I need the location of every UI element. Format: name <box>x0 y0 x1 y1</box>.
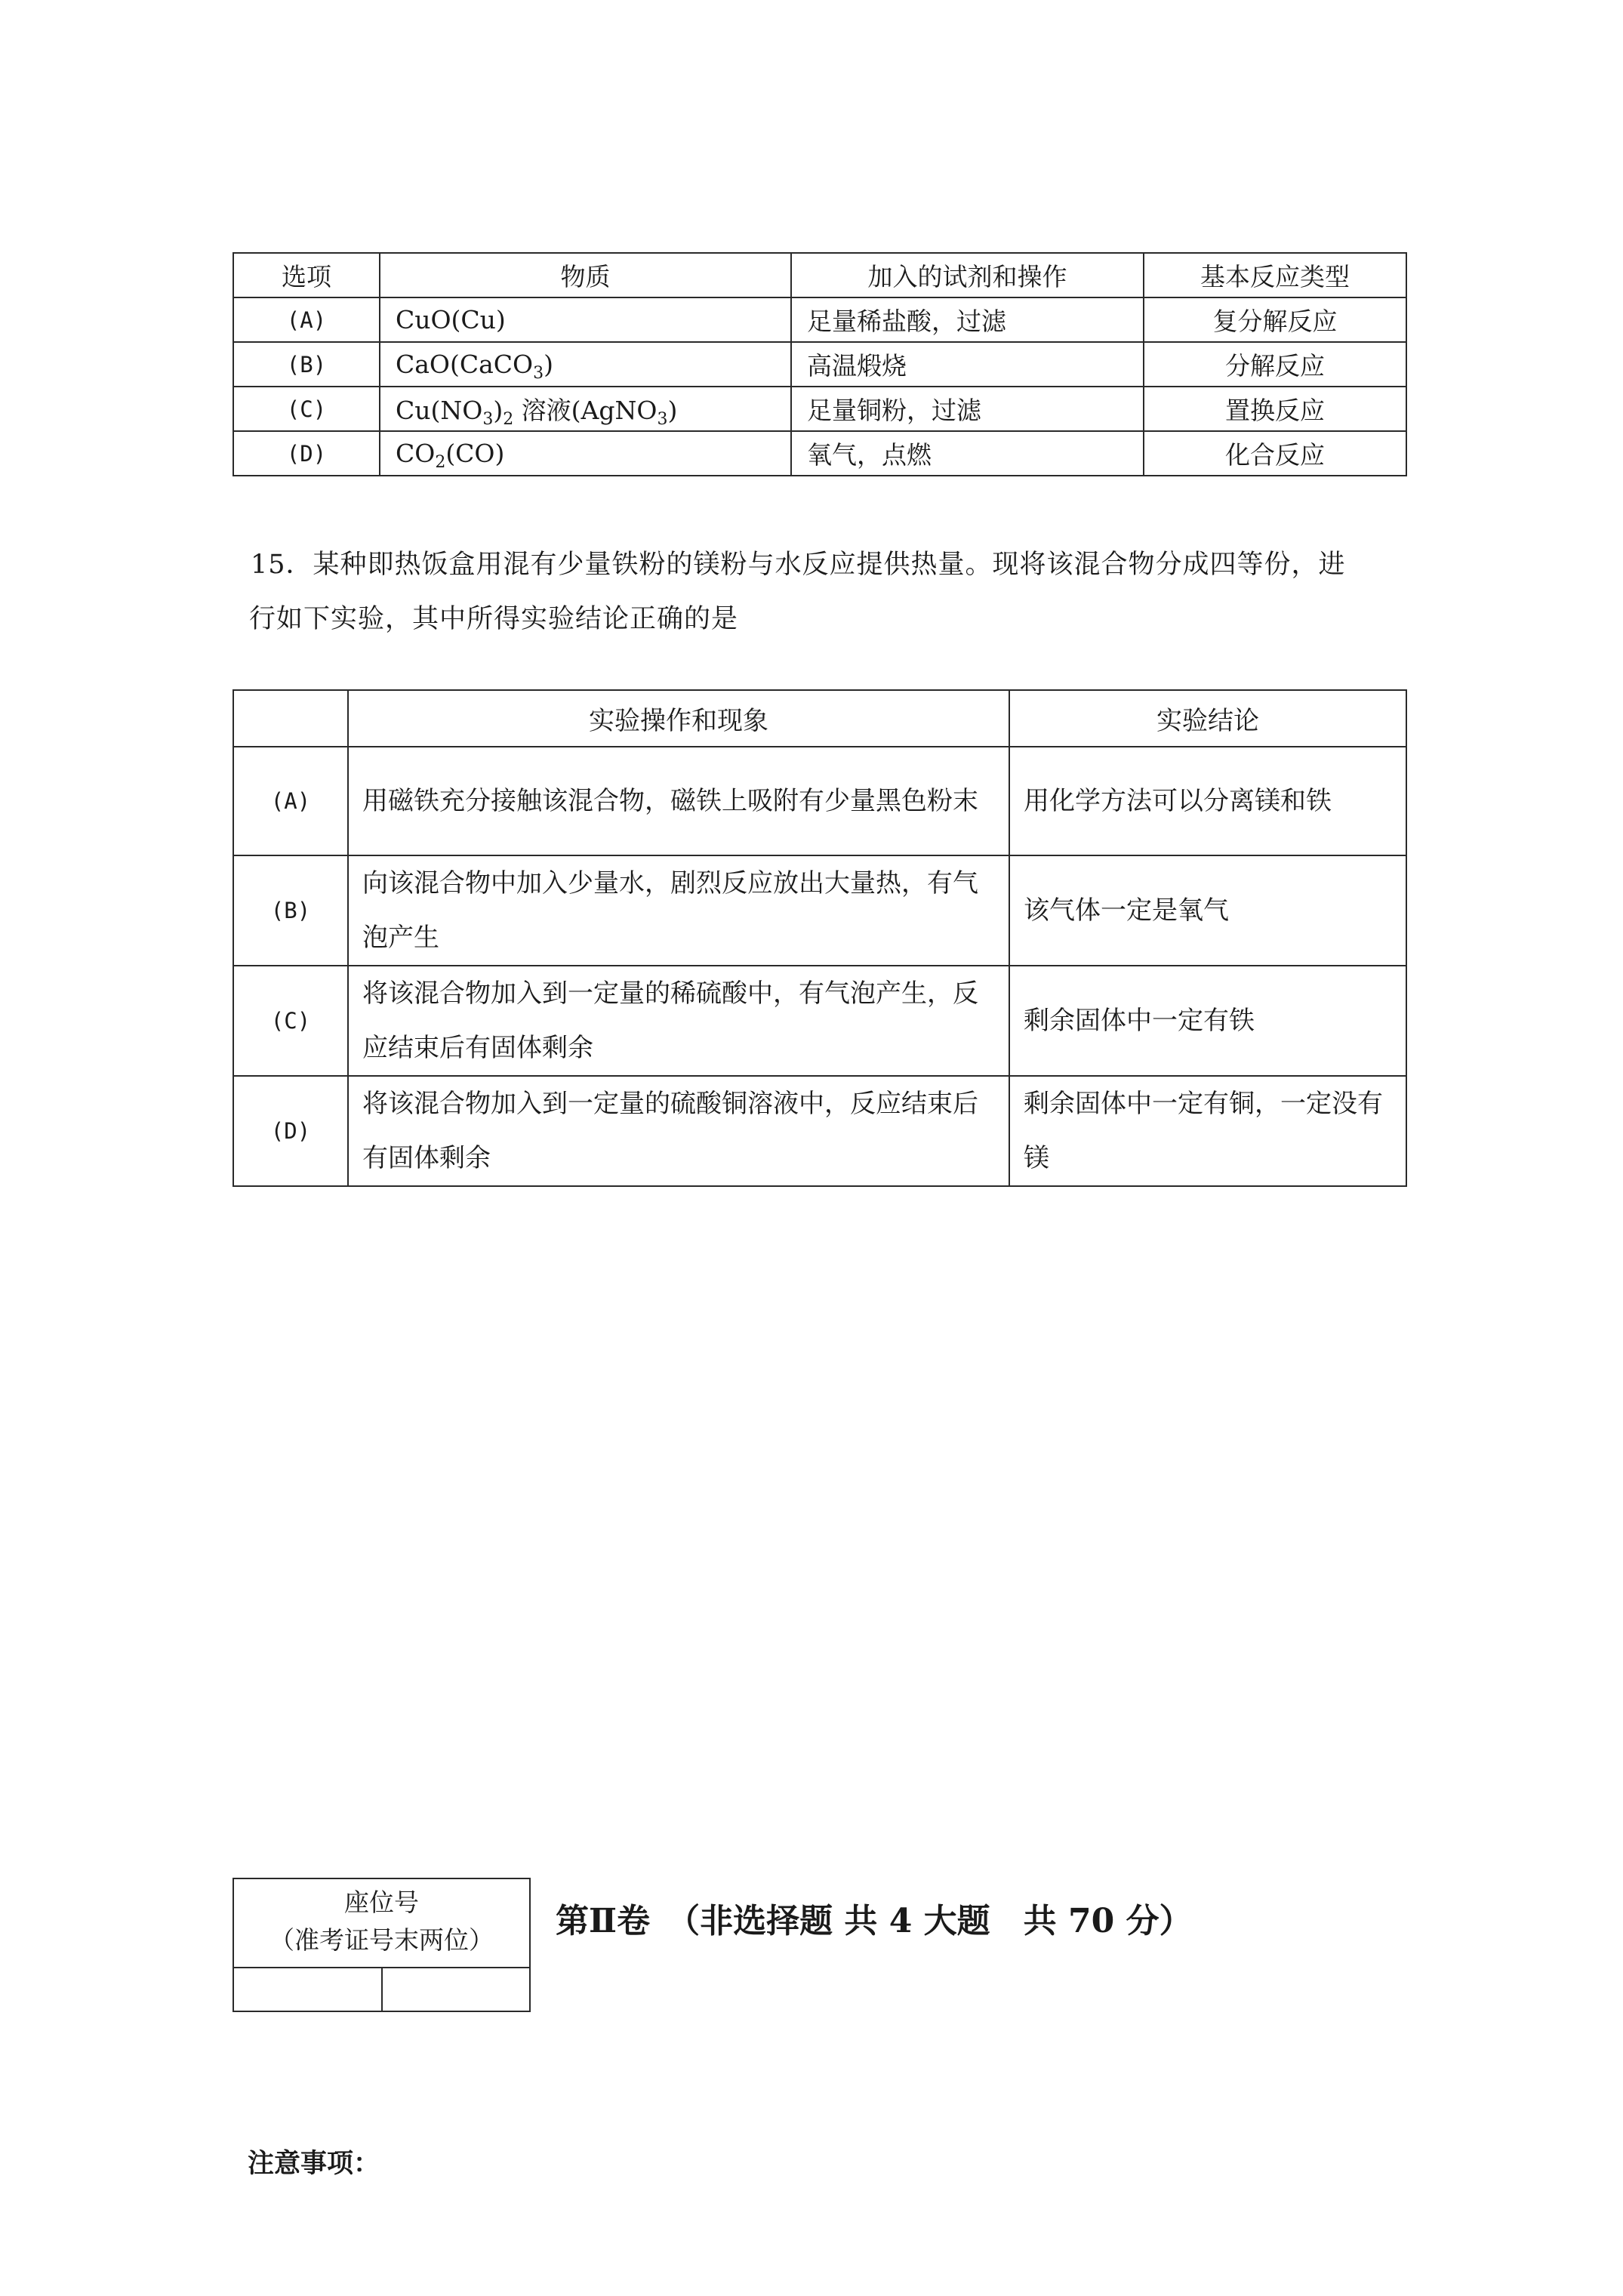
substance-text: CaO(CaCO <box>396 350 534 379</box>
substance-text: Cu(NO <box>396 396 483 425</box>
seat-number-cells <box>234 1968 529 2011</box>
header-reagent: 加入的试剂和操作 <box>791 253 1144 297</box>
table-row <box>233 747 1406 855</box>
conclusion-cell: 剩余固体中一定有铁 <box>1009 966 1406 1076</box>
table-row <box>233 342 1406 387</box>
question-text-line: 15．某种即热饭盒用混有少量铁粉的镁粉与水反应提供热量。现将该混合物分成四等份，进 <box>251 550 1346 580</box>
conclusion-cell: 该气体一定是氧气 <box>1009 855 1406 966</box>
option-label: (D) <box>233 431 380 476</box>
header-reaction-type: 基本反应类型 <box>1144 253 1406 297</box>
subscript: 3 <box>482 410 494 429</box>
reaction-type-cell: 置换反应 <box>1144 387 1406 431</box>
operation-cell: 将该混合物加入到一定量的稀硫酸中，有气泡产生，反应结束后有固体剩余 <box>348 966 1009 1076</box>
header-substance: 物质 <box>380 253 791 297</box>
substance-text: 溶液(AgNO <box>513 396 658 425</box>
table-header-row <box>233 690 1406 747</box>
reagent-cell: 高温煅烧 <box>791 342 1144 387</box>
table-row <box>233 297 1406 342</box>
table-row <box>233 1076 1406 1186</box>
question-15 <box>251 538 1413 646</box>
option-label: (C) <box>233 966 348 1076</box>
seat-number-hint: （准考证号末两位） <box>269 1925 494 1955</box>
experiment-table <box>233 689 1407 1187</box>
table-row <box>233 855 1406 966</box>
seat-number-title: 座位号 <box>344 1888 419 1917</box>
substance-text: ) <box>667 396 678 425</box>
notice-heading: 注意事项： <box>248 2148 380 2179</box>
header-option <box>233 690 348 747</box>
substance-text: ) <box>493 396 504 425</box>
subscript: 3 <box>657 410 668 429</box>
seat-number-label <box>234 1879 529 1968</box>
reagent-cell: 足量稀盐酸，过滤 <box>791 297 1144 342</box>
substance-cell <box>380 342 791 387</box>
reaction-type-cell: 复分解反应 <box>1144 297 1406 342</box>
operation-cell: 将该混合物加入到一定量的硫酸铜溶液中，反应结束后有固体剩余 <box>348 1076 1009 1186</box>
seat-digit-cell[interactable] <box>234 1968 381 2011</box>
table-header-row <box>233 253 1406 297</box>
conclusion-cell: 用化学方法可以分离镁和铁 <box>1009 747 1406 855</box>
reagent-cell: 氧气，点燃 <box>791 431 1144 476</box>
seat-digit-cell[interactable] <box>381 1968 530 2011</box>
operation-cell: 向该混合物中加入少量水，剧烈反应放出大量热，有气泡产生 <box>348 855 1009 966</box>
substance-text: (CO) <box>445 439 505 468</box>
reagent-cell: 足量铜粉，过滤 <box>791 387 1144 431</box>
conclusion-cell: 剩余固体中一定有铜，一定没有镁 <box>1009 1076 1406 1186</box>
substance-text: CO <box>396 439 436 468</box>
operation-cell: 用磁铁充分接触该混合物，磁铁上吸附有少量黑色粉末 <box>348 747 1009 855</box>
option-label: (B) <box>233 342 380 387</box>
subscript: 2 <box>435 453 446 472</box>
reaction-options-table <box>233 252 1407 476</box>
option-label: (A) <box>233 297 380 342</box>
substance-cell <box>380 431 791 476</box>
table-row <box>233 966 1406 1076</box>
header-operation: 实验操作和现象 <box>348 690 1009 747</box>
header-conclusion: 实验结论 <box>1009 690 1406 747</box>
table-row <box>233 387 1406 431</box>
question-text-line: 行如下实验，其中所得实验结论正确的是 <box>249 604 739 634</box>
option-label: (C) <box>233 387 380 431</box>
option-label: (A) <box>233 747 348 855</box>
subscript: 2 <box>503 410 514 429</box>
reaction-type-cell: 化合反应 <box>1144 431 1406 476</box>
substance-cell: CuO(Cu) <box>380 297 791 342</box>
substance-cell <box>380 387 791 431</box>
reaction-type-cell: 分解反应 <box>1144 342 1406 387</box>
option-label: (D) <box>233 1076 348 1186</box>
substance-text: ) <box>544 350 553 379</box>
subscript: 3 <box>533 364 544 383</box>
table-row <box>233 431 1406 476</box>
option-label: (B) <box>233 855 348 966</box>
header-option: 选项 <box>233 253 380 297</box>
section-title: 第Ⅱ卷 （非选择题 共 4 大题 共 70 分） <box>556 1902 1193 1940</box>
seat-number-box <box>233 1878 531 2012</box>
